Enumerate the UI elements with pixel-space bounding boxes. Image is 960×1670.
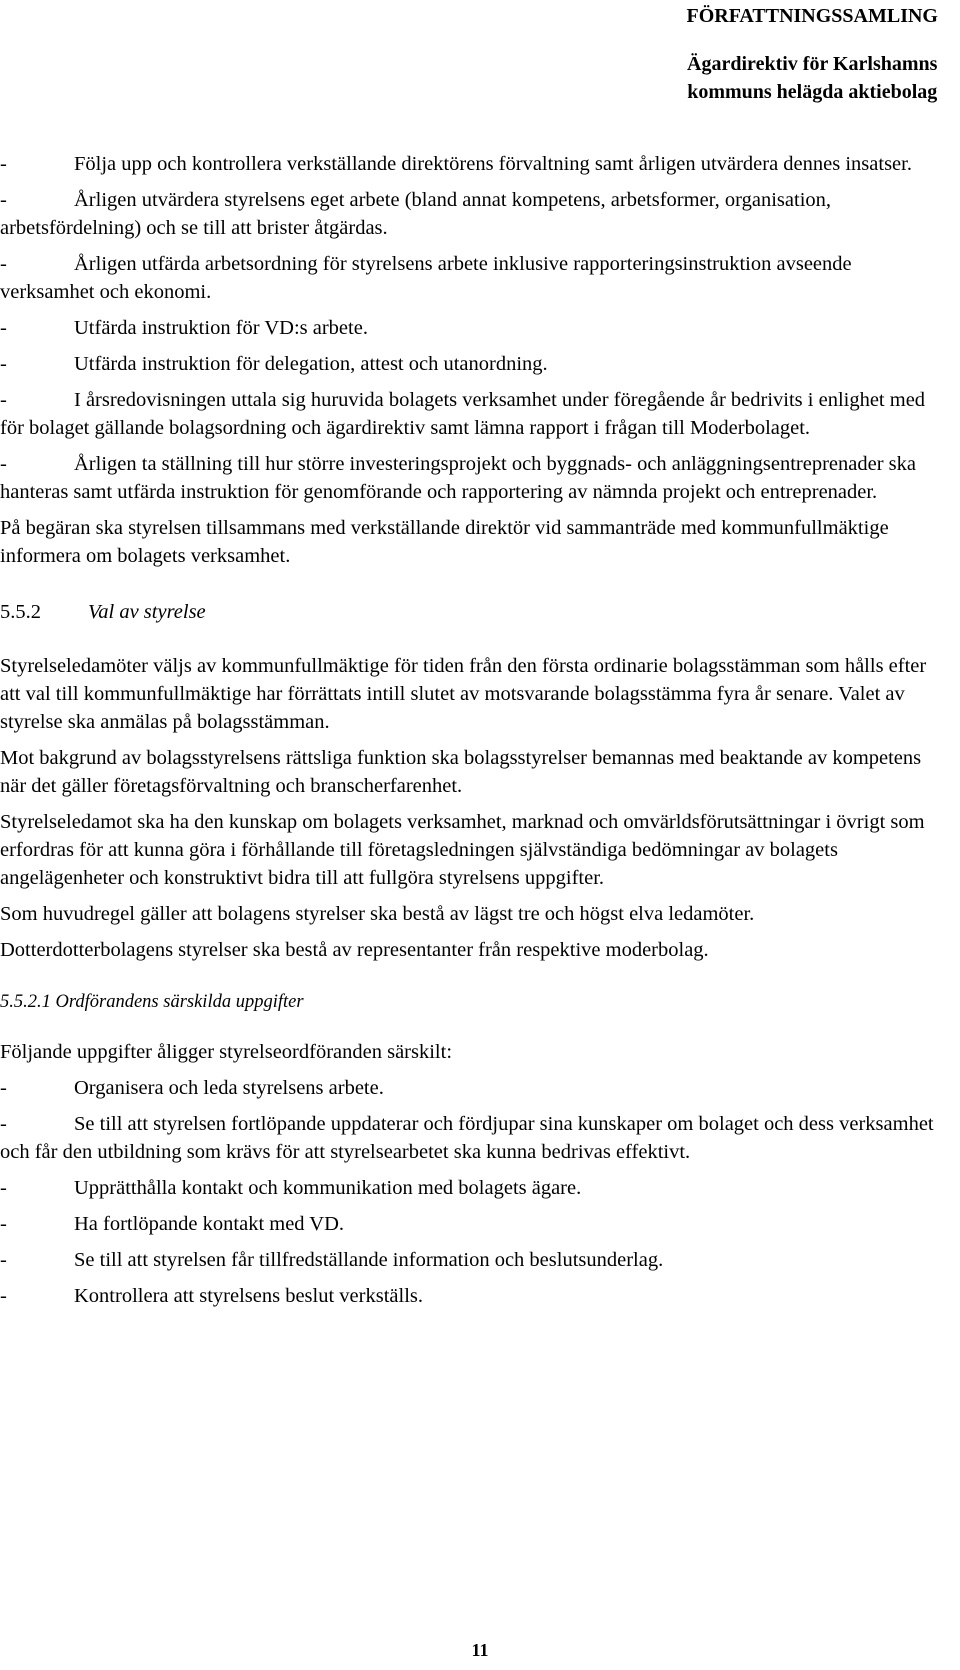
list-item-text: Följa upp och kontrollera verkställande direktörens förvaltning samt årligen utvärdera dennes insatser.	[74, 153, 912, 175]
list-item	[0, 450, 945, 506]
dash-bullet: -	[0, 153, 7, 175]
document-body	[0, 150, 945, 1318]
collection-title: FÖRFATTNINGSSAMLING	[686, 5, 938, 27]
list-item	[0, 1074, 945, 1102]
dash-bullet: -	[0, 353, 7, 375]
dash-bullet: -	[0, 1213, 7, 1235]
list-item-text: Utfärda instruktion för VD:s arbete.	[74, 317, 368, 339]
list-item-text: Årligen ta ställning till hur större investeringsprojekt och byggnads- och anläggningsentreprenader ska hanteras samt utfärda instruktion för genomförande och rapportering av nämnda projekt och entreprenader.	[0, 453, 916, 503]
document-title-line1: Ägardirektiv för Karlshamns	[687, 53, 938, 75]
dash-bullet: -	[0, 189, 7, 211]
list-item-text: Ha fortlöpande kontakt med VD.	[74, 1213, 345, 1235]
list-item	[0, 314, 945, 342]
list-item-text: Upprätthålla kontakt och kommunikation med bolagets ägare.	[74, 1177, 582, 1199]
section-number: 5.5.2	[0, 601, 41, 623]
paragraph: Dotterdotterbolagens styrelser ska bestå av representanter från respektive moderbolag.	[0, 939, 709, 961]
list-item-text: Årligen utfärda arbetsordning för styrelsens arbete inklusive rapporteringsinstruktion avseende verksamhet och ekonomi.	[0, 253, 852, 303]
list-item	[0, 250, 945, 306]
section-heading	[0, 598, 945, 626]
document-title-line2: kommuns helägda aktiebolag	[687, 81, 938, 103]
paragraph: Styrelseledamöter väljs av kommunfullmäktige för tiden från den första ordinarie bolagsstämman som hålls efter att val till kommunfullmäktige har förrättats intill slutet av motsvarande bolagsstämma fyra år senare. Valet av styrelse ska anmälas på bolagsstämman.	[0, 655, 927, 733]
dash-bullet: -	[0, 317, 7, 339]
list-item	[0, 1210, 945, 1238]
list-item-text: I årsredovisningen uttala sig huruvida bolagets verksamhet under föregående år bedrivits i enlighet med för bolaget gällande bolagsordning och ägardirektiv samt lämna rapport i frågan till Moderbolaget.	[0, 389, 926, 439]
section-title: Val av styrelse	[88, 601, 206, 623]
paragraph: Styrelseledamot ska ha den kunskap om bolagets verksamhet, marknad och omvärldsförutsättningar i övrigt som erfordras för att kunna göra i förhållande till företagsledningen självständiga bedömningar av bolagets angelägenheter och konstruktivt bidra till att fullgöra styrelsens uppgifter.	[0, 811, 925, 889]
list-item-text: Utfärda instruktion för delegation, attest och utanordning.	[74, 353, 548, 375]
list-item	[0, 386, 945, 442]
list-item-text: Kontrollera att styrelsens beslut verkställs.	[74, 1285, 423, 1307]
list-item-text: Årligen utvärdera styrelsens eget arbete (bland annat kompetens, arbetsformer, organisation, arbetsfördelning) och se till att brister åtgärdas.	[0, 189, 832, 239]
list-item	[0, 150, 945, 178]
list-item	[0, 1282, 945, 1310]
paragraph: Mot bakgrund av bolagsstyrelsens rättsliga funktion ska bolagsstyrelser bemannas med beaktande av kompetens när det gäller företagsförvaltning och branscherfarenhet.	[0, 747, 922, 797]
dash-bullet: -	[0, 1249, 7, 1271]
paragraph: Som huvudregel gäller att bolagens styrelser ska bestå av lägst tre och högst elva ledamöter.	[0, 903, 755, 925]
dash-bullet: -	[0, 1177, 7, 1199]
list-item	[0, 1110, 945, 1166]
list-item-text: Organisera och leda styrelsens arbete.	[74, 1077, 384, 1099]
dash-bullet: -	[0, 1113, 7, 1135]
list-item	[0, 1174, 945, 1202]
dash-bullet: -	[0, 1285, 7, 1307]
list-item	[0, 350, 945, 378]
dash-bullet: -	[0, 1077, 7, 1099]
dash-bullet: -	[0, 389, 7, 411]
list-item-text: Se till att styrelsen fortlöpande uppdaterar och fördjupar sina kunskaper om bolaget och dess verksamhet och får den utbildning som krävs för att styrelsearbetet ska kunna bedrivas effektivt.	[0, 1113, 934, 1163]
dash-bullet: -	[0, 253, 7, 275]
page-header	[686, 2, 938, 106]
paragraph: Följande uppgifter åligger styrelseordföranden särskilt:	[0, 1041, 453, 1063]
list-item-text: Se till att styrelsen får tillfredställande information och beslutsunderlag.	[74, 1249, 664, 1271]
dash-bullet: -	[0, 453, 7, 475]
subsection-heading: 5.5.2.1 Ordförandens särskilda uppgifter	[0, 992, 304, 1012]
list-item	[0, 186, 945, 242]
page-number: 11	[471, 1640, 489, 1660]
list-item	[0, 1246, 945, 1274]
paragraph: På begäran ska styrelsen tillsammans med verkställande direktör vid sammanträde med kommunfullmäktige informera om bolagets verksamhet.	[0, 517, 889, 567]
